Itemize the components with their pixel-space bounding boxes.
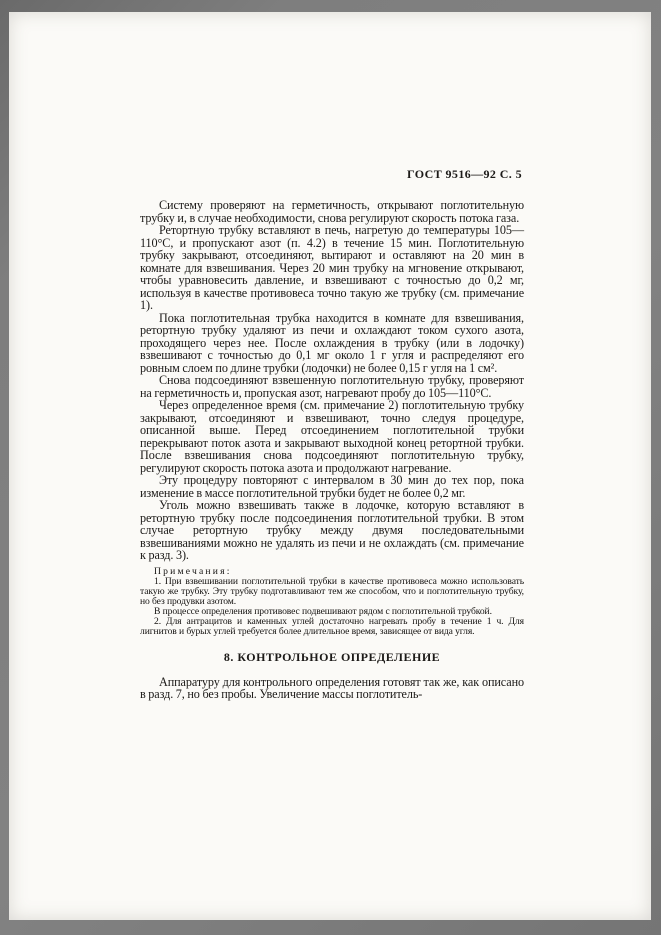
closing-paragraph: Аппаратуру для контрольного определения готовят так же, как описано в разд. 7, но без пробы. Увеличение массы поглотитель- xyxy=(140,674,524,702)
note-item: 1. При взвешивании поглотительной трубки в качестве противовеса можно использовать такую же трубку. Эту трубку подготавливают тем же способом, что и поглотительную трубку, но без продувки азотом. xyxy=(140,576,524,608)
paragraph: Снова подсоединяют взвешенную поглотительную трубку, проверяют на герметичность и, пропуская азот, нагревают пробу до 105—110°С. xyxy=(140,373,524,400)
paragraph: Уголь можно взвешивать также в лодочке, которую вставляют в ретортную трубку после подсоединения поглотительной трубки. В этом случае ретортную трубку между двумя последовательными взвешиваниями можно не удалять из печи и не охлаждать (см. примечание к разд. 3). xyxy=(140,498,524,562)
text-column xyxy=(140,167,524,701)
paragraph: Через определенное время (см. примечание 2) поглотительную трубку закрывают, отсоединяют и взвешивают, точно следуя процедуре, описанной выше. Перед отсоединением поглотительной трубки перекрывают поток азота и закрывают выходной конец ретортной трубки. После взвешивания снова подсоединяют поглотительную трубку, регулируют скорость потока азота и продолжают нагревание. xyxy=(140,398,524,475)
section-heading: 8. КОНТРОЛЬНОЕ ОПРЕДЕЛЕНИЕ xyxy=(223,649,441,664)
notes-title: Примечания: xyxy=(154,565,232,577)
paragraph: Ретортную трубку вставляют в печь, нагретую до температуры 105—110°С, и пропускают азот (п. 4.2) в течение 15 мин. Поглотительную трубку закрывают, отсоединяют, вытирают и оставляют на 20 мин в комнате для взвешивания. Через 20 мин трубку на мгновение открывают, чтобы уравновесить давление, и взвешивают с точностью до 0,2 мг, используя в качестве противовеса точно такую же трубку (см. примечание 1). xyxy=(140,223,524,312)
paragraph: Систему проверяют на герметичность, открывают поглотительную трубку и, в случае необходимости, снова регулируют скорость потока газа. xyxy=(140,198,524,225)
note-item: 2. Для антрацитов и каменных углей достаточно нагревать пробу в течение 1 ч. Для лигнитов и бурых углей требуется более длительное время, зависящее от вида угля. xyxy=(140,616,524,637)
notes-block xyxy=(140,567,524,637)
paragraph: Эту процедуру повторяют с интервалом в 30 мин до тех пор, пока изменение в массе поглотительной трубки будет не более 0,2 мг. xyxy=(140,473,524,500)
paragraph: Пока поглотительная трубка находится в комнате для взвешивания, ретортную трубку удаляют из печи и охлаждают током сухого азота, проходящего через нее. После охлаждения в трубку (или в лодочку) взвешивают с точностью до 0,1 мг около 1 г угля и распределяют его ровным слоем по длине трубки (лодочки) не более 0,15 г угля на 1 см². xyxy=(140,310,524,375)
page-header-gost-number: ГОСТ 9516—92 С. 5 xyxy=(407,167,522,181)
document-page xyxy=(9,12,651,920)
note-item: В процессе определения противовес подвешивают рядом с поглотительной трубкой. xyxy=(154,606,492,618)
